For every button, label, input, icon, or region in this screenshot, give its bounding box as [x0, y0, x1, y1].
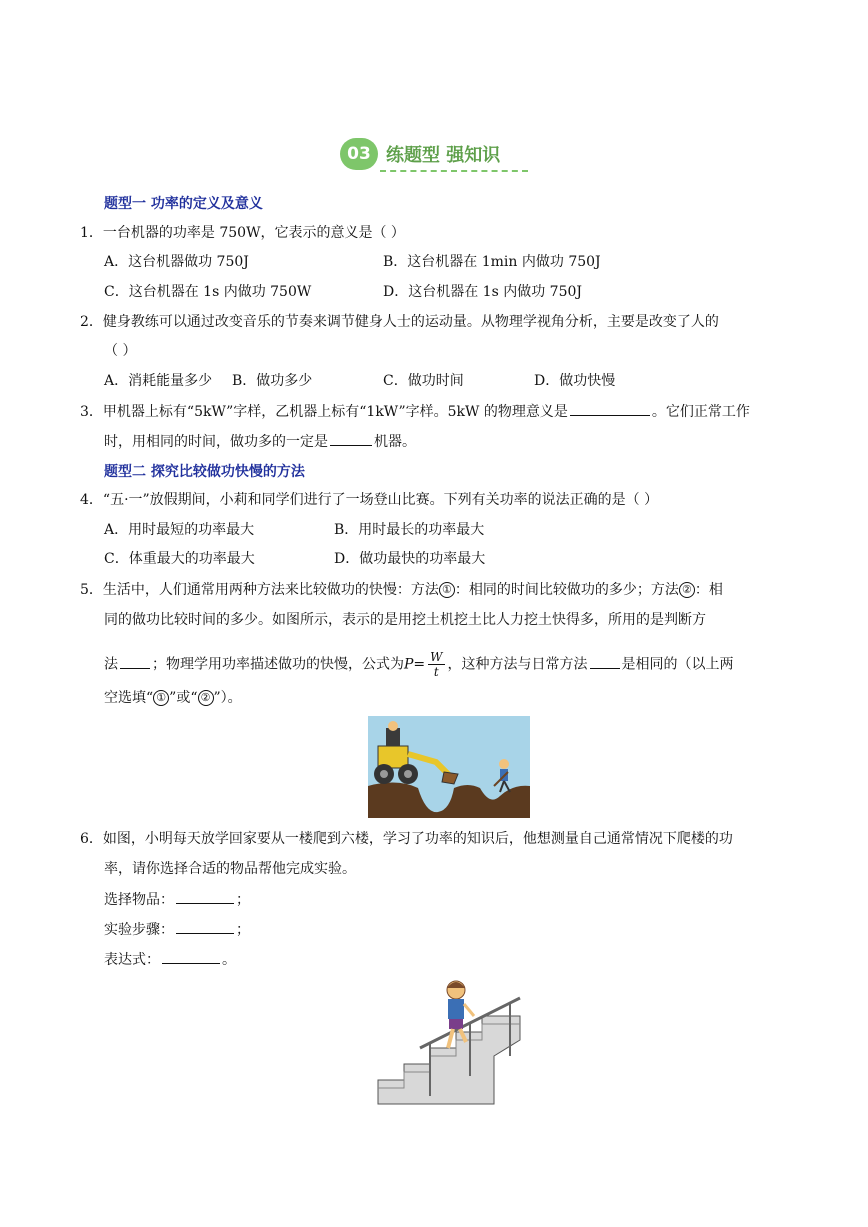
q3-text-3: 时，用相同的时间，做功多的一定是 [104, 434, 328, 450]
q2-stem: 2．健身教练可以通过改变音乐的节奏来调节健身人士的运动量。从物理学视角分析，主要是改变了人的 [80, 314, 719, 330]
answer-blank[interactable] [176, 889, 234, 904]
answer-blank[interactable] [162, 949, 220, 964]
excavator-digging-illustration [368, 716, 530, 818]
q5-text-1: 5．生活中，人们通常用两种方法来比较做功的快慢：方法 [80, 582, 439, 598]
q6-field-expression [104, 949, 236, 970]
q5-text-2: ：相同的时间比较做功的多少；方法 [454, 582, 679, 598]
fraction-denominator: t [433, 665, 439, 679]
q2-option-c: C．做功时间 [383, 373, 464, 389]
q6-label-steps: 实验步骤： [104, 922, 174, 938]
q4-option-a: A．用时最短的功率最大 [104, 522, 255, 538]
q5-line-4 [104, 688, 242, 708]
q4-option-c: C．体重最大的功率最大 [104, 551, 255, 567]
formula-power-symbol: P [404, 656, 414, 673]
q6-period: 。 [222, 952, 236, 968]
q5-text-9: ”或“ [169, 690, 198, 706]
q2-option-a: A．消耗能量多少 [104, 373, 213, 389]
circled-number-1: ① [153, 690, 169, 706]
q5-line-3 [104, 650, 734, 679]
q4-stem: 4．“五·一”放假期间，小莉和同学们进行了一场登山比赛。下列有关功率的说法正确的是（ ） [80, 492, 659, 508]
q6-line-2: 率，请你选择合适的物品帮他完成实验。 [104, 861, 356, 877]
answer-blank[interactable] [570, 401, 650, 416]
answer-blank[interactable] [330, 431, 372, 446]
q4-option-d: D．做功最快的功率最大 [334, 551, 486, 567]
q3-text-2: 。它们正常工作 [651, 404, 750, 420]
circled-number-2: ② [198, 690, 214, 706]
q6-field-steps [104, 919, 250, 940]
q5-text-4: 法 [104, 656, 118, 673]
answer-blank[interactable] [176, 919, 234, 934]
q6-semicolon: ； [236, 892, 250, 908]
section-number-badge: 03 [340, 138, 378, 170]
circled-number-1: ① [439, 582, 455, 598]
q5-text-6: ，这种方法与日常方法 [447, 656, 588, 673]
q1-stem: 1．一台机器的功率是 750W，它表示的意义是（ ） [80, 225, 405, 241]
q4-option-b: B．用时最长的功率最大 [334, 522, 485, 538]
fraction-numerator: W [430, 650, 443, 664]
q6-field-items [104, 889, 250, 910]
section-heading-2: 题型二 探究比较做功快慢的方法 [104, 464, 305, 480]
q1-option-a: A．这台机器做功 750J [104, 254, 249, 270]
formula-equals: = [413, 656, 426, 673]
section-heading-1: 题型一 功率的定义及意义 [104, 196, 263, 212]
q3-text-4: 机器。 [374, 434, 416, 450]
q5-text-10: ”）。 [213, 690, 242, 706]
q2-paren: （ ） [104, 343, 137, 359]
q5-text-8: 空选填“ [104, 690, 154, 706]
q1-option-b: B．这台机器在 1min 内做功 750J [383, 254, 601, 270]
answer-blank[interactable] [590, 654, 620, 669]
q2-option-b: B．做功多少 [232, 373, 313, 389]
q1-option-c: C．这台机器在 1s 内做功 750W [104, 284, 312, 300]
circled-number-2: ② [679, 582, 695, 598]
q5-line-2: 同的做功比较时间的多少。如图所示，表示的是用挖土机挖土比人力挖土快得多，所用的是判断方 [104, 612, 706, 628]
q3-line-1 [80, 401, 750, 422]
q6-label-items: 选择物品： [104, 892, 174, 908]
q5-text-3: ：相 [694, 582, 723, 598]
page-section-title: 练题型 强知识 [386, 145, 501, 166]
q1-option-d: D．这台机器在 1s 内做功 750J [383, 284, 583, 300]
q5-text-5: ；物理学用功率描述做功的快慢，公式为 [152, 656, 404, 673]
q3-text-1: 3．甲机器上标有“5kW”字样，乙机器上标有“1kW”字样。5kW 的物理意义是 [80, 404, 568, 420]
q3-line-2 [104, 431, 416, 452]
answer-blank[interactable] [120, 654, 150, 669]
q6-line-1: 6．如图，小明每天放学回家要从一楼爬到六楼，学习了功率的知识后，他想测量自己通常情况下爬楼的功 [80, 831, 733, 847]
boy-climbing-stairs-illustration [374, 976, 524, 1106]
q6-semicolon: ； [236, 922, 250, 938]
title-underline [380, 170, 528, 172]
q5-line-1 [80, 580, 723, 600]
q5-text-7: 是相同的（以上两 [621, 656, 734, 673]
formula-fraction [428, 650, 444, 679]
q6-label-expression: 表达式： [104, 952, 160, 968]
q2-option-d: D．做功快慢 [534, 373, 616, 389]
